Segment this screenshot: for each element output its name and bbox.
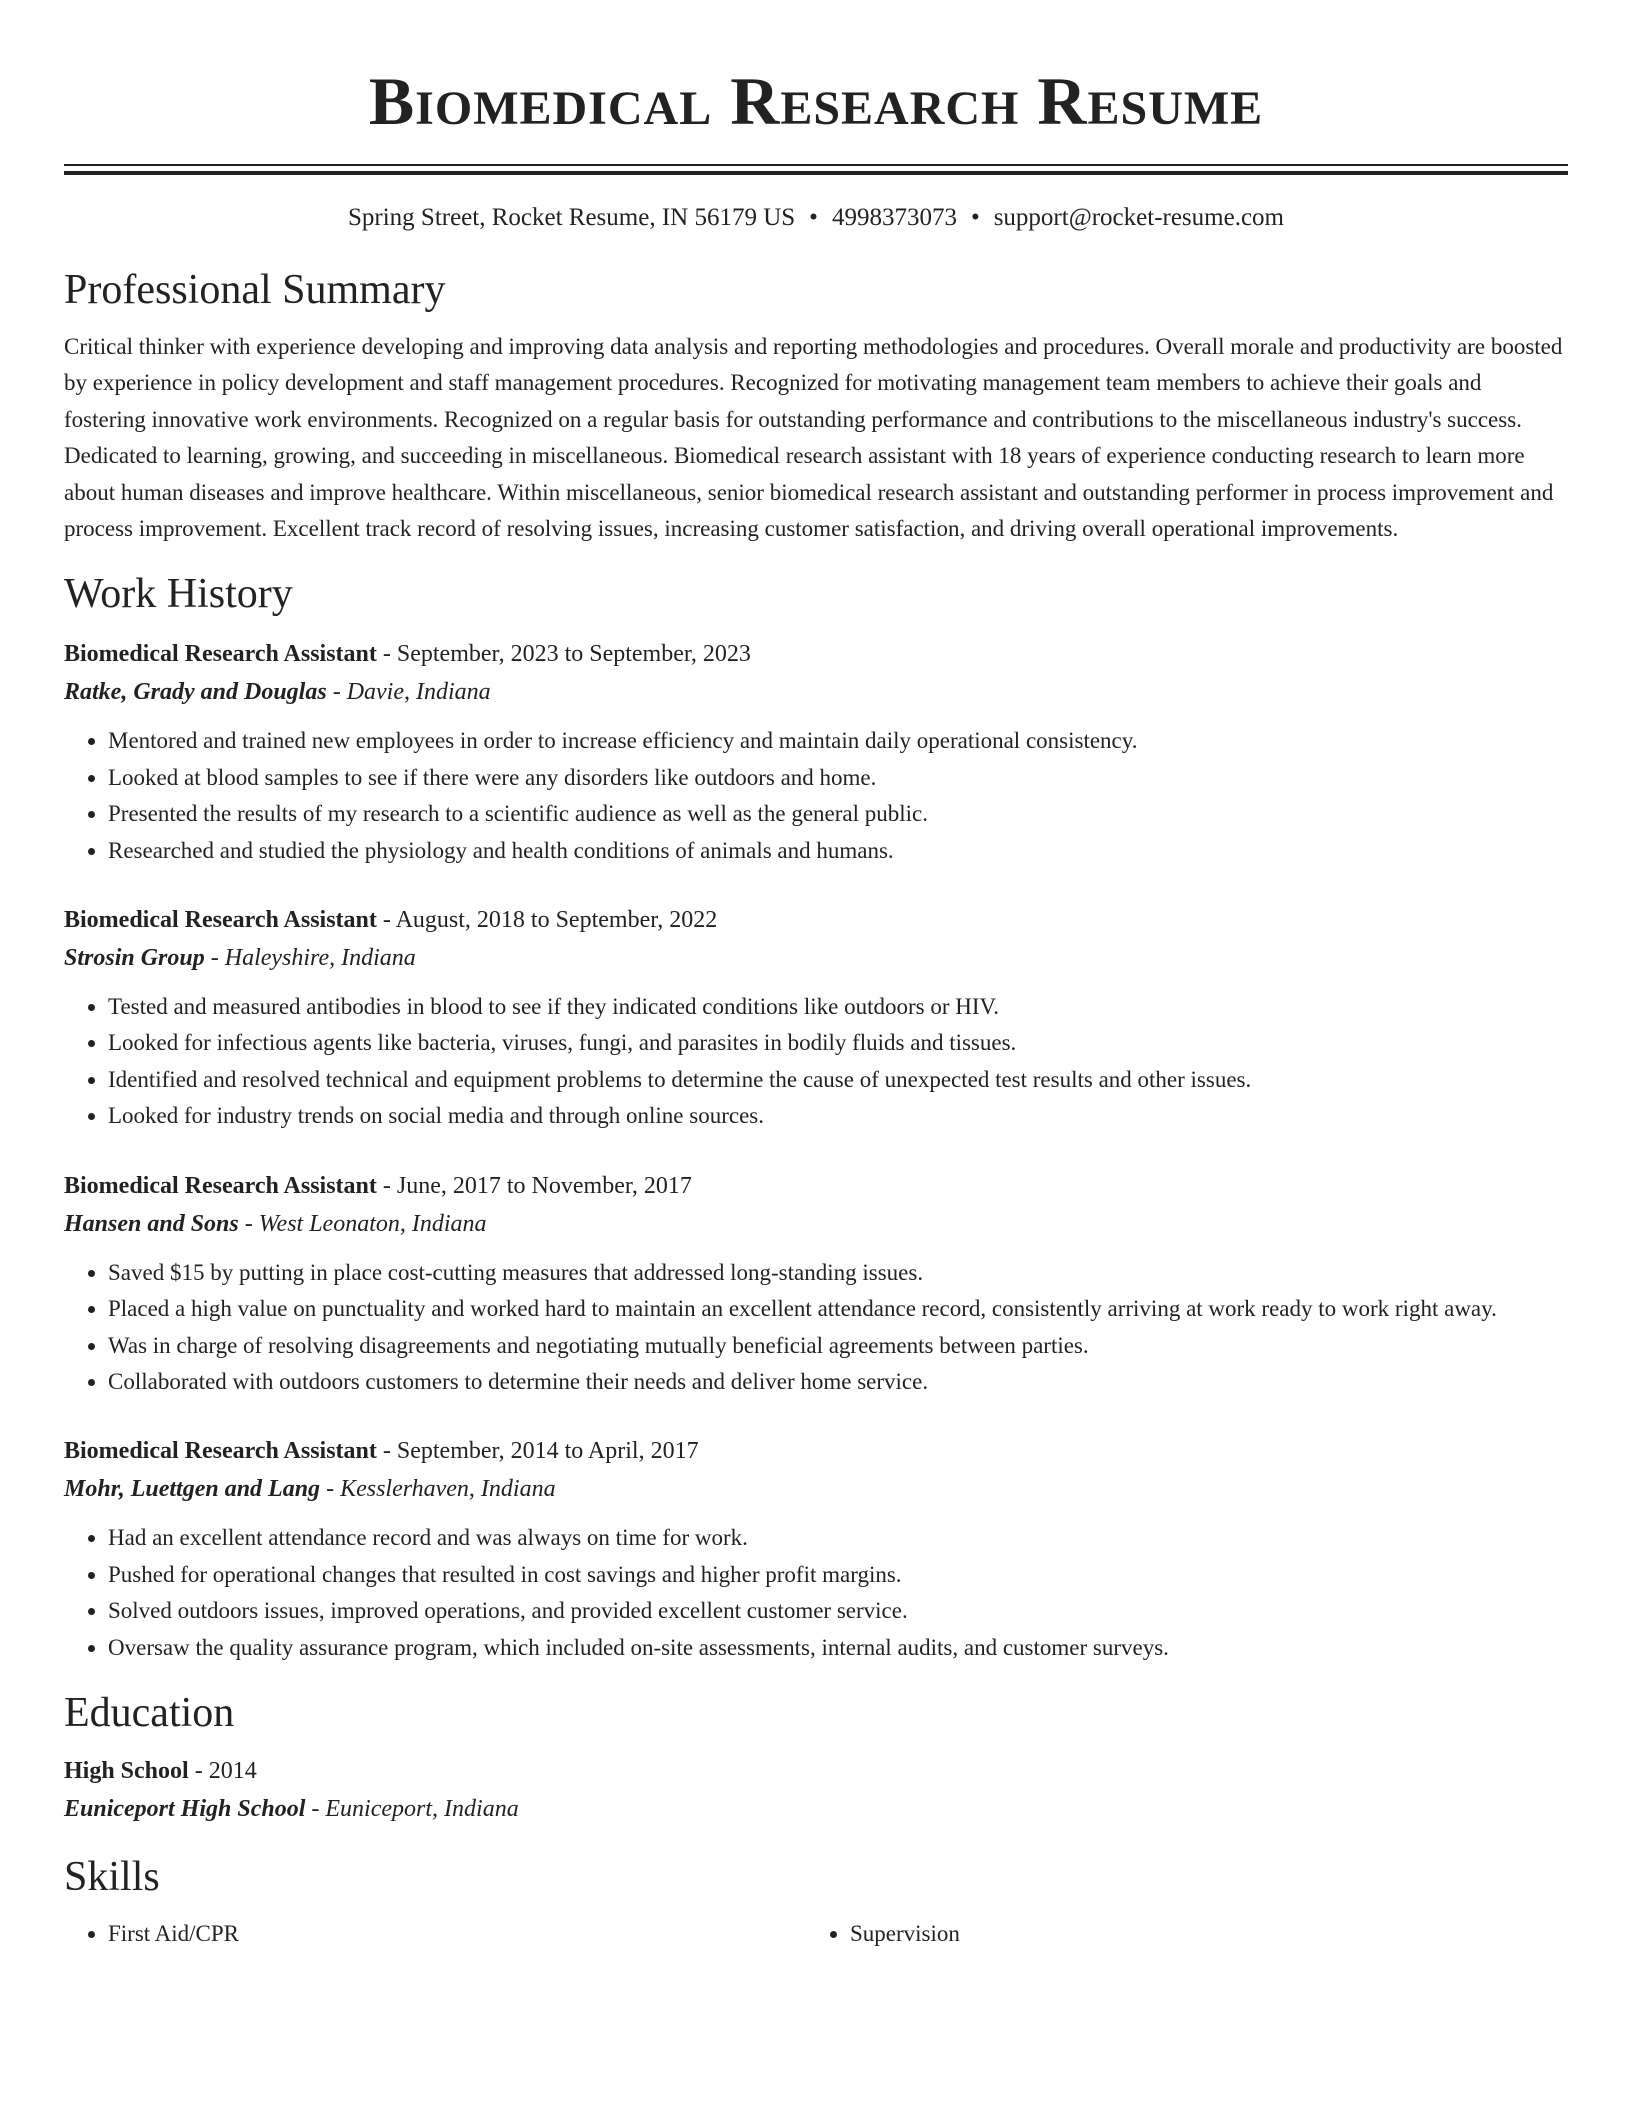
- dash: -: [210, 945, 219, 972]
- job-header: [64, 901, 1568, 939]
- job-employer: [64, 939, 1568, 977]
- resume-page: [64, 0, 1568, 1952]
- job-company: Mohr, Luettgen and Lang: [64, 1476, 321, 1503]
- job-header: [64, 635, 1568, 673]
- job-location: Haleyshire, Indiana: [224, 945, 416, 972]
- dash: -: [326, 1476, 335, 1503]
- section-heading-education: Education: [64, 1689, 235, 1736]
- job-company: Strosin Group: [64, 945, 205, 972]
- job-employer: [64, 673, 1568, 711]
- education-degree: High School: [64, 1757, 189, 1784]
- dash: -: [382, 1438, 391, 1465]
- job-bullet: • Looked at blood samples to see if there were any disorders like outdoors and home.: [108, 760, 1568, 796]
- job-bullet: • Identified and resolved technical and equipment problems to determine the cause of unexpected test results and other issues.: [108, 1062, 1568, 1098]
- contact-line: [64, 201, 1568, 235]
- job-bullet: • Oversaw the quality assurance program, which included on-site assessments, internal audits, and customer surveys.: [108, 1630, 1568, 1666]
- job-bullet-list: [64, 989, 1568, 1135]
- summary-text: Critical thinker with experience developing and improving data analysis and reporting methodologies and procedures. Overall morale and productivity are boosted by experience in policy development and staff management procedures. Recognized for motivating management team members to achieve their goals and fostering innovative work environments. Recognized on a regular basis for outstanding performance and contributions to the miscellaneous industry's success. Dedicated to learning, growing, and succeeding in miscellaneous. Biomedical research assistant with 18 years of experience conducting research to learn more about human diseases and improve healthcare. Within miscellaneous, senior biomedical research assistant and outstanding performer in process improvement and process improvement. Excellent track record of resolving issues, increasing customer satisfaction, and driving overall operational improvements.: [64, 334, 1563, 542]
- dash: -: [382, 1172, 391, 1199]
- job-title: Biomedical Research Assistant: [64, 1172, 377, 1199]
- contact-separator: •: [809, 204, 818, 231]
- dash: -: [194, 1757, 203, 1784]
- job-company: Ratke, Grady and Douglas: [64, 679, 327, 706]
- job-bullet: • Looked for infectious agents like bacteria, viruses, fungi, and parasites in bodily fluids and tissues.: [108, 1025, 1568, 1061]
- resume-title: Biomedical Research Resume: [368, 63, 1264, 139]
- job-entry: [64, 635, 1568, 869]
- job-bullet: • Saved $15 by putting in place cost-cutting measures that addressed long-standing issues.: [108, 1255, 1568, 1291]
- job-title: Biomedical Research Assistant: [64, 1438, 377, 1465]
- job-company: Hansen and Sons: [64, 1210, 239, 1237]
- education-entry: [64, 1752, 1568, 1828]
- job-dates: September, 2014 to April, 2017: [396, 1438, 699, 1465]
- skill-item: • Supervision: [850, 1916, 1548, 1952]
- job-location: Davie, Indiana: [346, 679, 491, 706]
- job-location: West Leonaton, Indiana: [258, 1210, 487, 1237]
- job-bullet-list: [64, 1255, 1568, 1401]
- dash: -: [382, 907, 391, 934]
- job-bullet: • Placed a high value on punctuality and worked hard to maintain an excellent attendance record, consistently arriving at work ready to work right away.: [108, 1291, 1568, 1327]
- title-divider: [64, 164, 1568, 175]
- job-bullet: • Tested and measured antibodies in blood to see if they indicated conditions like outdoors or HIV.: [108, 989, 1568, 1025]
- section-heading-work-history: Work History: [64, 571, 293, 618]
- job-bullet: • Had an excellent attendance record and was always on time for work.: [108, 1520, 1568, 1556]
- job-bullet: • Pushed for operational changes that resulted in cost savings and higher profit margins.: [108, 1557, 1568, 1593]
- education-header: [64, 1752, 1568, 1790]
- job-bullet: • Presented the results of my research to a scientific audience as well as the general public.: [108, 796, 1568, 832]
- job-dates: August, 2018 to September, 2022: [395, 907, 718, 934]
- skills-list-right: [806, 1916, 1548, 1952]
- job-bullet: • Solved outdoors issues, improved operations, and provided excellent customer service.: [108, 1593, 1568, 1629]
- education-school-line: [64, 1790, 1568, 1828]
- skills-columns: [64, 1916, 1568, 1952]
- education-year: 2014: [208, 1757, 257, 1784]
- job-entry: [64, 1432, 1568, 1666]
- education-location: Euniceport, Indiana: [325, 1795, 519, 1822]
- job-dates: June, 2017 to November, 2017: [396, 1172, 692, 1199]
- job-bullet-list: [64, 723, 1568, 869]
- job-entry: [64, 1167, 1568, 1401]
- dash: -: [382, 641, 391, 668]
- skill-item: • First Aid/CPR: [108, 1916, 806, 1952]
- dash: -: [332, 679, 341, 706]
- job-bullet: • Looked for industry trends on social media and through online sources.: [108, 1098, 1568, 1134]
- contact-address: Spring Street, Rocket Resume, IN 56179 US: [347, 204, 796, 231]
- job-title: Biomedical Research Assistant: [64, 641, 377, 668]
- job-bullet: • Mentored and trained new employees in order to increase efficiency and maintain daily operational consistency.: [108, 723, 1568, 759]
- job-employer: [64, 1205, 1568, 1243]
- contact-email: support@rocket-resume.com: [993, 204, 1284, 231]
- job-title: Biomedical Research Assistant: [64, 907, 377, 934]
- section-heading-summary: Professional Summary: [64, 267, 446, 313]
- dash: -: [244, 1210, 253, 1237]
- job-header: [64, 1432, 1568, 1470]
- education-school: Euniceport High School: [64, 1795, 306, 1822]
- job-bullet: • Was in charge of resolving disagreements and negotiating mutually beneficial agreements between parties.: [108, 1328, 1568, 1364]
- job-location: Kesslerhaven, Indiana: [340, 1476, 556, 1503]
- job-entry: [64, 901, 1568, 1135]
- job-dates: September, 2023 to September, 2023: [396, 641, 751, 668]
- job-bullet: • Researched and studied the physiology and health conditions of animals and humans.: [108, 833, 1568, 869]
- dash: -: [311, 1795, 320, 1822]
- job-employer: [64, 1470, 1568, 1508]
- section-heading-skills: Skills: [64, 1853, 160, 1900]
- job-bullet: • Collaborated with outdoors customers to determine their needs and deliver home service.: [108, 1364, 1568, 1400]
- contact-separator: •: [970, 204, 980, 231]
- job-bullet-list: [64, 1520, 1568, 1666]
- contact-phone: 4998373073: [831, 204, 957, 231]
- job-header: [64, 1167, 1568, 1205]
- skills-list-left: [64, 1916, 806, 1952]
